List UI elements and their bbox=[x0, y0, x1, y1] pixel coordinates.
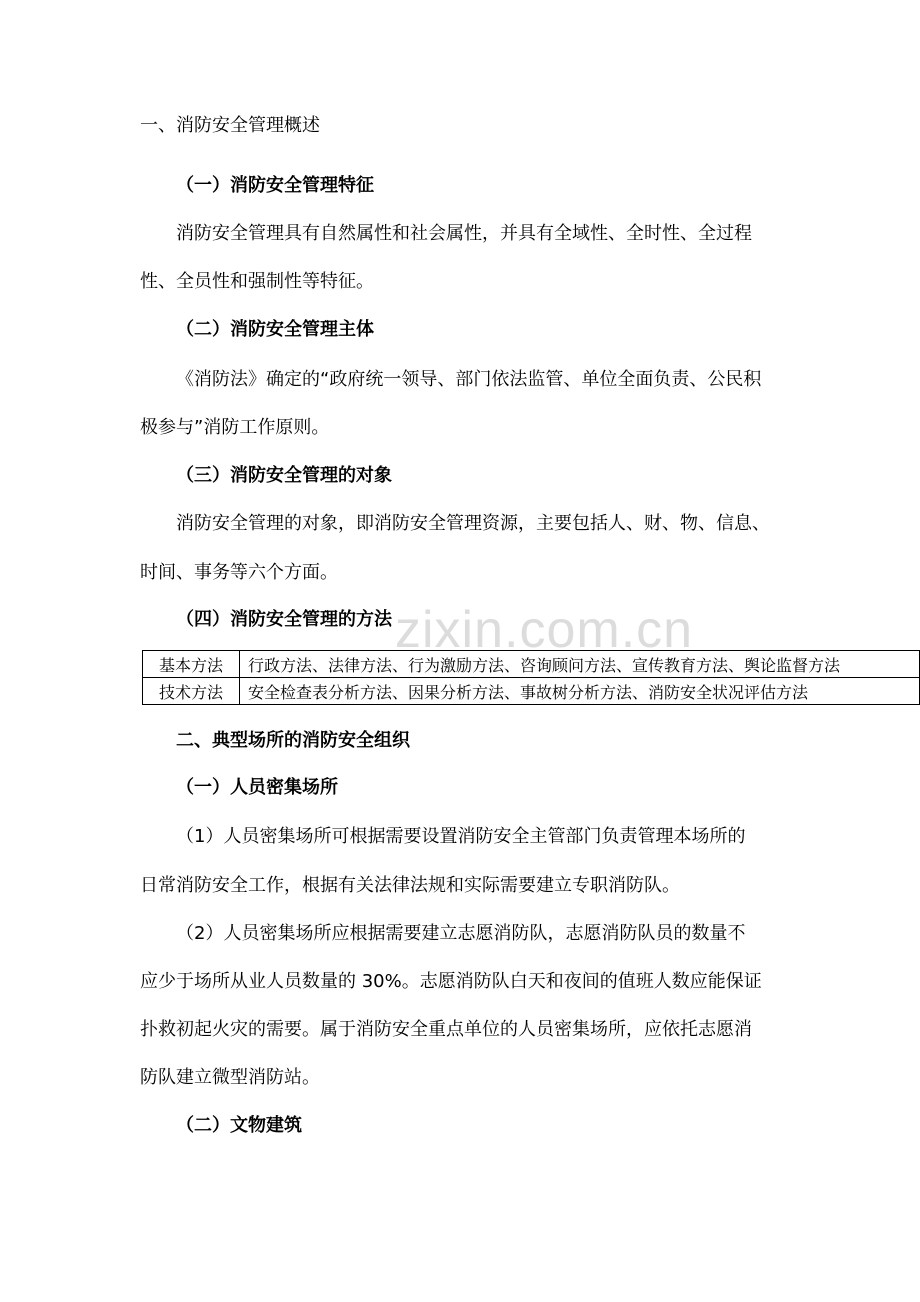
paragraph-line: 《消防法》确定的“政府统一领导、部门依法监管、单位全面负责、公民积 bbox=[176, 369, 762, 390]
paragraph-line: （2）人员密集场所应根据需要建立志愿消防队，志愿消防队员的数量不 bbox=[176, 923, 746, 944]
paragraph-line: 极参与”消防工作原则。 bbox=[140, 417, 330, 438]
table-row bbox=[143, 678, 920, 705]
methods-table bbox=[142, 650, 920, 705]
section-heading-2: 二、典型场所的消防安全组织 bbox=[176, 730, 410, 751]
paragraph-line: 应少于场所从业人员数量的 30%。志愿消防队白天和夜间的值班人数应能保证 bbox=[140, 971, 762, 992]
subsection-title-3: （三）消防安全管理的对象 bbox=[176, 465, 392, 486]
paragraph-line: （1）人员密集场所可根据需要设置消防安全主管部门负责管理本场所的 bbox=[176, 826, 746, 847]
paragraph-line: 性、全员性和强制性等特征。 bbox=[140, 271, 374, 292]
paragraph-line: 时间、事务等六个方面。 bbox=[140, 562, 338, 583]
table-cell-key: 基本方法 bbox=[143, 651, 240, 678]
subsection-title-6: （二）文物建筑 bbox=[176, 1115, 302, 1136]
table-cell-value: 行政方法、法律方法、行为激励方法、咨询顾问方法、宣传教育方法、舆论监督方法 bbox=[240, 651, 920, 678]
subsection-title-2: （二）消防安全管理主体 bbox=[176, 319, 374, 340]
paragraph-line: 日常消防安全工作，根据有关法律法规和实际需要建立专职消防队。 bbox=[140, 875, 680, 896]
table-row bbox=[143, 651, 920, 678]
table-cell-key: 技术方法 bbox=[143, 678, 240, 705]
subsection-title-1: （一）消防安全管理特征 bbox=[176, 175, 374, 196]
paragraph-line: 扑救初起火灾的需要。属于消防安全重点单位的人员密集场所，应依托志愿消 bbox=[140, 1019, 752, 1040]
watermark-text: zixin.com.cn bbox=[395, 601, 694, 659]
paragraph-line: 消防安全管理的对象，即消防安全管理资源，主要包括人、财、物、信息、 bbox=[176, 513, 770, 534]
subsection-title-4: （四）消防安全管理的方法 bbox=[176, 609, 392, 630]
subsection-title-5: （一）人员密集场所 bbox=[176, 777, 338, 798]
paragraph-line: 防队建立微型消防站。 bbox=[140, 1067, 320, 1088]
table-cell-value: 安全检查表分析方法、因果分析方法、事故树分析方法、消防安全状况评估方法 bbox=[240, 678, 920, 705]
paragraph-line: 消防安全管理具有自然属性和社会属性，并具有全域性、全时性、全过程 bbox=[176, 223, 752, 244]
section-heading-1: 一、消防安全管理概述 bbox=[140, 115, 320, 136]
